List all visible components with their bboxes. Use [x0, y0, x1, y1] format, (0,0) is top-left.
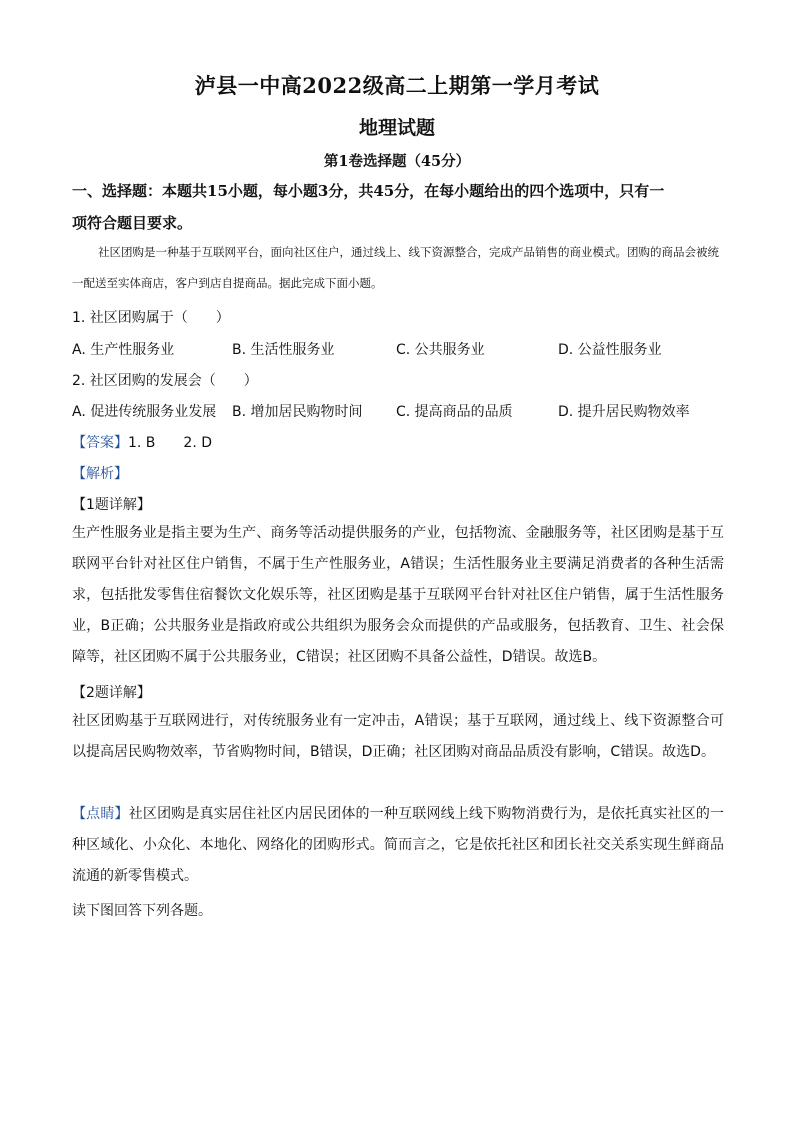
section-heading [72, 175, 722, 239]
question-2-option-b: B. 增加居民购物时间 [232, 404, 363, 420]
part-title: 第1卷选择题（45分） [323, 153, 471, 170]
subject-title: 地理试题 [358, 117, 435, 139]
q1-detail-label: 【1题详解】 [72, 497, 151, 513]
section-heading-line2: 项符合题目要求。 [72, 214, 193, 232]
q1-detail-text: 生产性服务业是指主要为生产、商务等活动提供服务的产业，包括物流、金融服务等，社区团购是基于互联网平台针对社区住户销售，不属于生产性服务业，A错误；生活性服务业主要满足消费者的各种生活需求，包括批发零售住宿餐饮文化娱乐等，社区团购是基于互联网平台针对社区住户销售，属于生活性服务业，B正确；公共服务业是指政府或公共组织为服务会众而提供的产品或服务，包括教育、卫生、社会保障等，社区团购不属于公共服务业，C错误；社区团购不具备公益性，D错误。故选B。 [72, 525, 724, 665]
passage-text: 社区团购是一种基于互联网平台，面向社区住户，通过线上、线下资源整合，完成产品销售的商业模式。团购的商品会被统一配送至实体商店，客户到店自提商品。据此完成下面小题。 [72, 245, 719, 290]
question-2-stem: 2. 社区团购的发展会（ ） [72, 373, 258, 389]
question-2-option-c: C. 提高商品的品质 [396, 404, 513, 420]
question-1-option-b: B. 生活性服务业 [232, 342, 335, 358]
question-1-option-a: A. 生产性服务业 [72, 342, 175, 358]
question-1-option-d: D. 公益性服务业 [558, 342, 662, 358]
section-heading-line1: 一、选择题：本题共15小题，每小题3分，共45分，在每小题给出的四个选项中，只有一 [72, 182, 665, 200]
question-1-option-c: C. 公共服务业 [396, 342, 485, 358]
answer-line [72, 432, 212, 452]
note-text: 社区团购是真实居住社区内居民团体的一种互联网线上线下购物消费行为，是依托真实社区的一种区域化、小众化、本地化、网络化的团购形式。简而言之，它是依托社区和团长社交关系实现生鲜商品流通的新零售模式。 [72, 806, 725, 884]
question-2-option-a: A. 促进传统服务业发展 [72, 404, 217, 420]
analysis-label: 【解析】 [72, 466, 128, 482]
exam-title: 泸县一中高2022级高二上期第一学月考试 [194, 73, 600, 98]
reading-passage [72, 237, 724, 299]
answer-label: 【答案】 [72, 435, 128, 451]
question-1-stem: 1. 社区团购属于（ ） [72, 310, 230, 326]
next-instruction: 读下图回答下列各题。 [72, 903, 212, 919]
note-label: 【点睛】 [72, 806, 129, 822]
q2-detail-text: 社区团购基于互联网进行，对传统服务业有一定冲击，A错误；基于互联网，通过线上、线下资源整合可以提高居民购物效率，节省购物时间，B错误，D正确；社区团购对商品品质没有影响，C错误。故选D。 [72, 713, 724, 760]
answer-value: 1. B 2. D [128, 435, 212, 451]
q2-detail-label: 【2题详解】 [72, 685, 151, 701]
note-block [72, 799, 724, 892]
question-2-option-d: D. 提升居民购物效率 [558, 404, 690, 420]
